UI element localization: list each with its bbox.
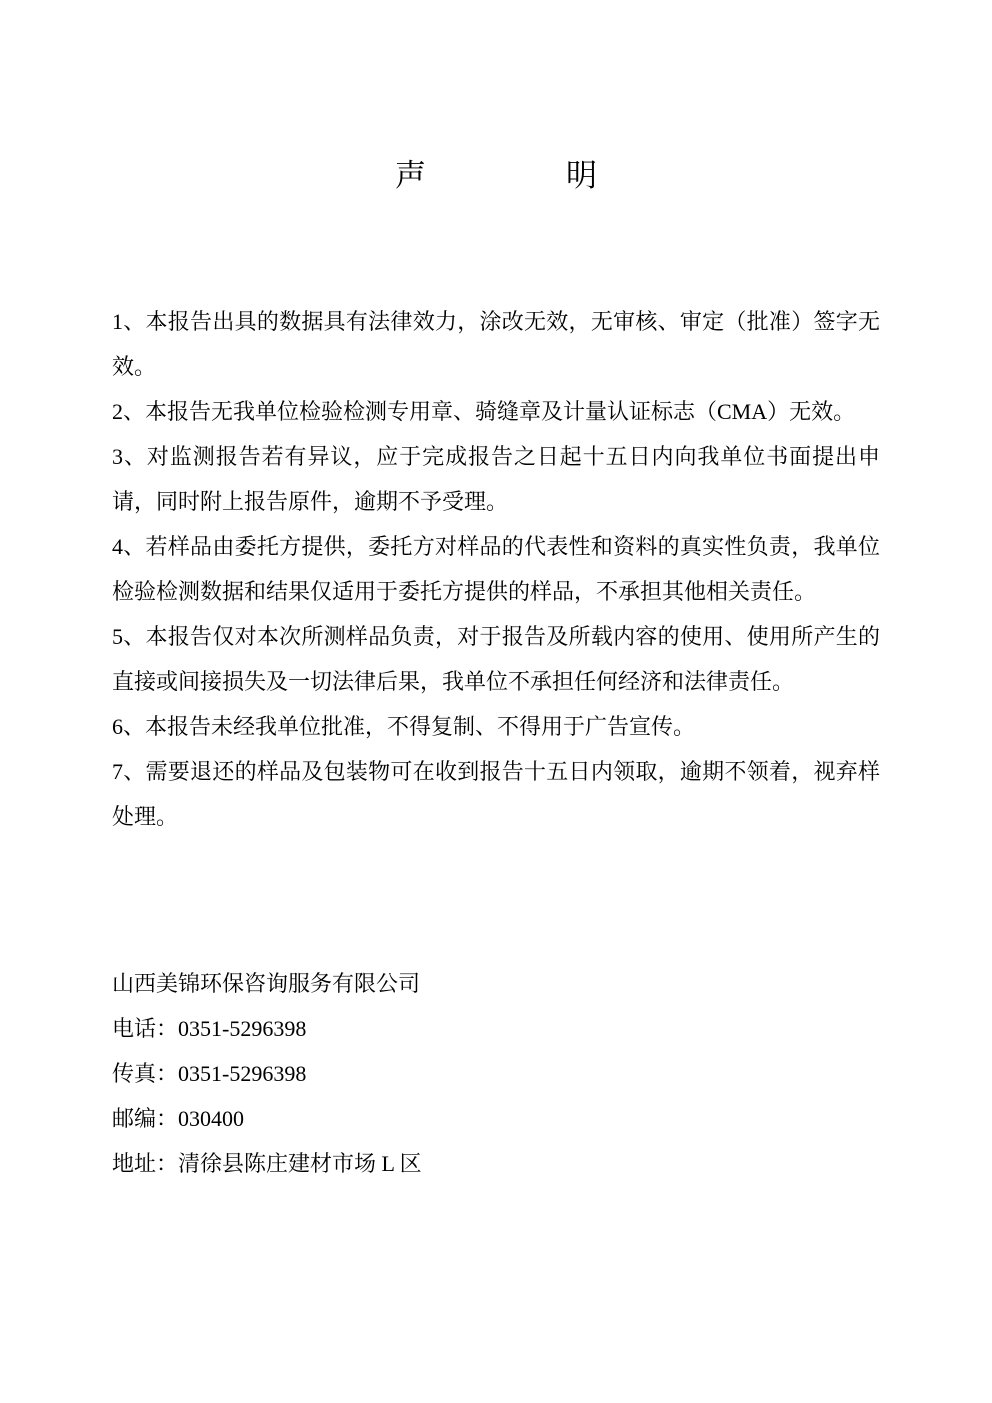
address-line [112,1141,880,1186]
phone-line [112,1006,880,1051]
phone-label: 电话： [112,1016,179,1041]
statement-item-2: 2、本报告无我单位检验检测专用章、骑缝章及计量认证标志（CMA）无效。 [112,399,856,424]
fax-value: 0351-5296398 [178,1061,307,1086]
company-info-section [0,961,992,1186]
postal-code-label: 邮编： [112,1106,179,1131]
fax-line [112,1051,880,1096]
statement-item-4: 4、若样品由委托方提供，委托方对样品的代表性和资料的真实性负责，我单位检验检测数据和结果仅适用于委托方提供的样品，不承担其他相关责任。 [112,534,880,604]
postal-code-value: 030400 [178,1106,245,1131]
page-title-char-1: 声 [395,158,426,193]
statement-item-6: 6、本报告未经我单位批准，不得复制、不得用于广告宣传。 [112,714,696,739]
phone-value: 0351-5296398 [178,1016,307,1041]
page-title-char-2: 明 [566,158,597,193]
page-title [0,0,992,191]
statements-section [0,299,992,839]
fax-label: 传真： [112,1061,179,1086]
statement-item-5: 5、本报告仅对本次所测样品负责，对于报告及所载内容的使用、使用所产生的直接或间接损失及一切法律后果，我单位不承担任何经济和法律责任。 [112,624,880,694]
address-label: 地址： [112,1151,179,1176]
statement-item-1: 1、本报告出具的数据具有法律效力，涂改无效，无审核、审定（批准）签字无效。 [112,309,880,379]
postal-code-line [112,1096,880,1141]
statement-item-7: 7、需要退还的样品及包装物可在收到报告十五日内领取，逾期不领着，视弃样处理。 [112,759,880,829]
statement-item-3: 3、对监测报告若有异议，应于完成报告之日起十五日内向我单位书面提出申请，同时附上报告原件，逾期不予受理。 [112,444,880,514]
company-name: 山西美锦环保咨询服务有限公司 [112,971,421,996]
address-value: 清徐县陈庄建材市场 L 区 [178,1151,422,1176]
